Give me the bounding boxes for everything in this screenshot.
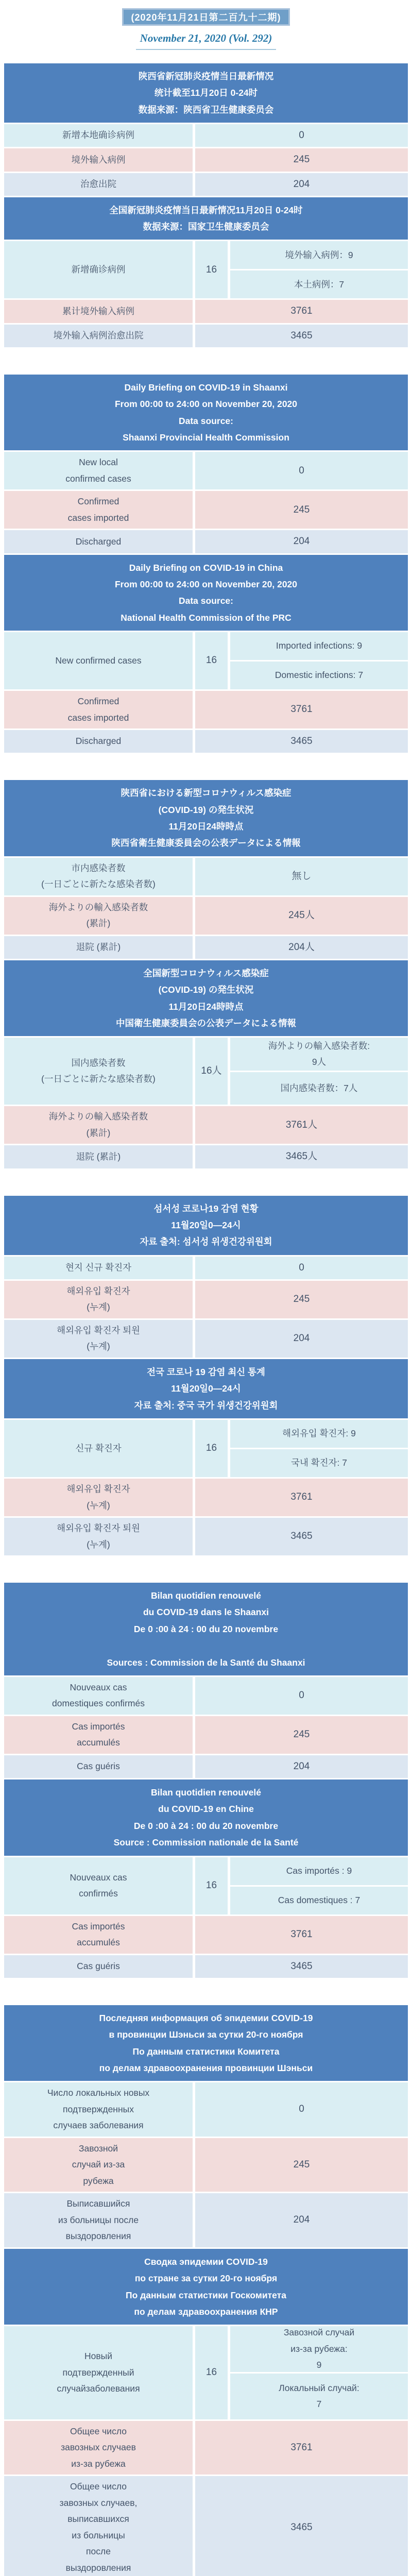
section-header-line: 全国新冠肺炎疫情当日最新情况11月20日 0-24时 xyxy=(109,205,303,215)
section-header-line: 统计截至11月20日 0-24时 xyxy=(154,88,258,98)
row-label xyxy=(4,858,193,895)
row-label xyxy=(4,1518,193,1555)
row-value: 3761 xyxy=(195,1479,408,1516)
section-header-line: 11월20일0—24시 xyxy=(171,1219,241,1230)
table-row xyxy=(4,1916,408,1954)
row-total-value: 16 xyxy=(195,241,228,298)
row-label xyxy=(4,897,193,935)
row-label xyxy=(4,1716,193,1754)
row-label xyxy=(4,1145,193,1168)
row-label-line: 海外よりの輸入感染者数 xyxy=(48,902,148,912)
row-breakdown xyxy=(230,241,408,298)
row-label-line: Cas guéris xyxy=(77,1761,120,1772)
section-header-line: Shaanxi Provincial Health Commission xyxy=(123,432,289,443)
table-row xyxy=(4,1479,408,1516)
table-row xyxy=(4,2138,408,2192)
section-header xyxy=(4,960,408,1037)
row-label xyxy=(4,730,193,753)
row-label-line: confirmés xyxy=(79,1888,118,1899)
section-header-line: по делам здравоохранения провинции Шэньси xyxy=(99,2062,313,2073)
briefing-table-zh-shaanxi xyxy=(4,63,408,196)
row-value: 3465 xyxy=(195,730,408,753)
table-row xyxy=(4,1755,408,1778)
row-value: 245 xyxy=(195,148,408,171)
row-label xyxy=(4,936,193,959)
section-header xyxy=(4,63,408,123)
breakdown-line: Cas domestiques : 7 xyxy=(278,1894,360,1905)
table-row xyxy=(4,1145,408,1168)
row-label-line: New confirmed cases xyxy=(55,655,142,666)
briefing-table-ru-shaanxi xyxy=(4,2005,408,2247)
breakdown-line: 7 xyxy=(316,2399,322,2410)
section-header-line: 数据来源：陕西省卫生健康委员会 xyxy=(138,104,274,115)
table-row xyxy=(4,2476,408,2576)
breakdown-line: Imported infections: 9 xyxy=(276,640,363,651)
row-label-line: cases imported xyxy=(67,512,129,523)
row-label xyxy=(4,1677,193,1715)
briefing-table-en-china xyxy=(4,555,408,753)
row-total-value: 16 xyxy=(195,2326,228,2419)
row-label-line: Выписавшийся xyxy=(66,2198,130,2209)
section-header-line: National Health Commission of the PRC xyxy=(121,612,291,623)
row-label-line: случайзаболевания xyxy=(57,2383,140,2394)
row-label-line: (累計) xyxy=(86,918,111,929)
row-label-line: 해외유입 확진자 퇴원 xyxy=(57,1523,140,1533)
row-label xyxy=(4,1755,193,1778)
briefing-table-en-shaanxi xyxy=(4,375,408,553)
row-label xyxy=(4,2476,193,2576)
row-label xyxy=(4,632,193,689)
row-label xyxy=(4,173,193,196)
section-header-line: (COVID-19) の発生状況 xyxy=(158,804,254,815)
section-header-line: по делам здравоохранения КНР xyxy=(134,2306,278,2317)
row-value: 245 xyxy=(195,1281,408,1318)
breakdown-line: Завозной случай xyxy=(283,2327,355,2338)
row-label-line: 해외유입 확진자 xyxy=(66,1484,130,1494)
row-value: 0 xyxy=(195,452,408,489)
section-header-line: Data source: xyxy=(178,415,233,426)
table-row xyxy=(4,632,408,689)
row-label xyxy=(4,124,193,147)
table-row xyxy=(4,530,408,553)
section-gap xyxy=(4,1978,408,2004)
row-label-line: 退院 (累計) xyxy=(76,942,121,953)
row-value: 0 xyxy=(195,124,408,147)
briefing-table-ja-china xyxy=(4,960,408,1168)
table-row xyxy=(4,1857,408,1914)
table-row xyxy=(4,691,408,728)
row-label-line: завозных случаев xyxy=(61,2442,136,2453)
row-breakdown xyxy=(230,1857,408,1914)
section-header-line: По данным статистики Комитета xyxy=(132,2046,280,2057)
row-label xyxy=(4,148,193,171)
breakdown-line: 国内感染者数：7人 xyxy=(280,1082,358,1093)
breakdown-cell xyxy=(230,2326,408,2372)
row-label-line: (누계) xyxy=(87,1302,110,1313)
section-header-line: 陕西省新冠肺炎疫情当日最新情况 xyxy=(138,71,274,81)
section-header xyxy=(4,197,408,240)
section-header xyxy=(4,1583,408,1675)
section-header-line: 자료 출처: 섬서성 위생건강위원회 xyxy=(140,1236,272,1247)
row-label-line: подтвержденный xyxy=(62,2367,134,2378)
row-label-line: 境外输入病例 xyxy=(71,154,126,165)
row-label xyxy=(4,2421,193,2475)
row-label-line: Общее число xyxy=(70,2481,127,2492)
section-header-line: du COVID-19 dans le Shaanxi xyxy=(143,1607,269,1618)
row-label-line: Confirmed xyxy=(77,696,119,706)
briefing-table-ko-shaanxi xyxy=(4,1196,408,1358)
row-label-line: выздоровления xyxy=(65,2231,131,2242)
row-value: 3465 xyxy=(195,325,408,347)
section-header-line xyxy=(8,1637,404,1654)
row-label-line: 国内感染者数 xyxy=(71,1057,126,1068)
breakdown-cell xyxy=(230,241,408,269)
table-row xyxy=(4,1038,408,1105)
row-label-line: Cas importés xyxy=(72,1721,125,1732)
section-header-line: Daily Briefing on COVID-19 in Shaanxi xyxy=(124,382,288,393)
section-header xyxy=(4,1780,408,1856)
row-label-line: из больницы после xyxy=(58,2214,139,2225)
row-label xyxy=(4,300,193,323)
row-label xyxy=(4,1420,193,1477)
row-label-line: Nouveaux cas xyxy=(70,1872,127,1883)
row-total-value: 16 xyxy=(195,1420,228,1477)
row-value: 204 xyxy=(195,2193,408,2247)
row-label-line: 신규 확진자 xyxy=(75,1443,122,1453)
table-row xyxy=(4,2193,408,2247)
row-value: 3761 xyxy=(195,1916,408,1954)
row-label-line: завозных случаев, xyxy=(59,2497,138,2508)
section-header xyxy=(4,1196,408,1255)
section-header-line: 전국 코로나 19 감염 최신 통계 xyxy=(147,1366,265,1377)
briefing-table-zh-china xyxy=(4,197,408,347)
row-label-line: 해외유입 확진자 xyxy=(66,1285,130,1296)
briefing-table-ko-china xyxy=(4,1359,408,1555)
row-label xyxy=(4,1257,193,1279)
row-label-line: domestiques confirmés xyxy=(52,1698,145,1709)
table-row xyxy=(4,241,408,298)
breakdown-cell xyxy=(230,632,408,660)
briefing-table-ja-shaanxi xyxy=(4,780,408,959)
row-label-line: accumulés xyxy=(77,1737,120,1748)
table-row xyxy=(4,730,408,753)
row-label xyxy=(4,452,193,489)
row-label-line: Число локальных новых xyxy=(47,2088,150,2098)
row-label xyxy=(4,2082,193,2137)
section-header-line: Daily Briefing on COVID-19 in China xyxy=(129,562,283,573)
row-label xyxy=(4,530,193,553)
section-header-line: 全国新型コロナウィルス感染症 xyxy=(143,968,269,978)
row-value: 204 xyxy=(195,173,408,196)
table-row xyxy=(4,300,408,323)
section-header-line: du COVID-19 en Chine xyxy=(158,1804,254,1815)
row-value: 245人 xyxy=(195,897,408,935)
section-header xyxy=(4,2249,408,2325)
row-label xyxy=(4,241,193,298)
section-header-line: 陕西省における新型コロナウィルス感染症 xyxy=(121,788,291,799)
breakdown-cell xyxy=(230,2374,408,2419)
section-header-line: 11月20日24時時点 xyxy=(168,821,244,832)
row-value: 3465人 xyxy=(195,1145,408,1168)
breakdown-line: 9 xyxy=(316,2360,322,2370)
section-header xyxy=(4,555,408,631)
table-row xyxy=(4,1320,408,1358)
table-row xyxy=(4,2326,408,2419)
briefing-sections xyxy=(4,63,408,2576)
table-row xyxy=(4,936,408,959)
table-row xyxy=(4,2082,408,2137)
breakdown-line: Локальный случай: xyxy=(279,2382,359,2393)
table-row xyxy=(4,148,408,171)
row-label-line: 累计境外输入病例 xyxy=(62,306,134,316)
section-header-line: Bilan quotidien renouvelé xyxy=(151,1590,261,1601)
row-label-line: (누계) xyxy=(87,1539,110,1550)
breakdown-cell xyxy=(230,270,408,298)
row-label-line: 境外输入病例治愈出院 xyxy=(53,330,144,341)
row-label-line: (누계) xyxy=(87,1341,110,1352)
row-label-line: 新增本地确诊病例 xyxy=(62,130,134,141)
breakdown-line: Cas importés : 9 xyxy=(286,1865,352,1876)
row-label xyxy=(4,1281,193,1318)
row-label-line: 海外よりの輸入感染者数 xyxy=(48,1111,148,1122)
briefing-table-fr-china xyxy=(4,1780,408,1978)
row-label-line: случай из-за xyxy=(72,2159,125,2170)
row-value: 204 xyxy=(195,1755,408,1778)
row-value: 3761 xyxy=(195,300,408,323)
row-label-line: выписавшихся xyxy=(67,2514,129,2524)
breakdown-line: 境外输入病例：9 xyxy=(285,249,353,260)
row-value: 無し xyxy=(195,858,408,895)
row-label xyxy=(4,1916,193,1954)
section-header-line: 섬서성 코로나19 감염 현황 xyxy=(153,1203,259,1214)
row-label-line: New local xyxy=(79,457,118,468)
breakdown-line: 국내 확진자: 7 xyxy=(291,1458,347,1468)
breakdown-cell xyxy=(230,1420,408,1448)
row-value: 0 xyxy=(195,2082,408,2137)
section-header-line: Source : Commission nationale de la Santé xyxy=(113,1837,299,1848)
section-header-line: в провинции Шэньси за сутки 20-го ноября xyxy=(109,2029,303,2040)
row-label xyxy=(4,2193,193,2247)
breakdown-cell xyxy=(230,662,408,689)
row-value: 3761 xyxy=(195,2421,408,2475)
row-label-line: из больницы xyxy=(72,2530,125,2540)
section-header xyxy=(4,375,408,451)
row-label-line: Confirmed xyxy=(77,496,119,507)
row-label-line: рубежа xyxy=(83,2175,114,2186)
row-label-line: Общее число xyxy=(70,2426,127,2436)
table-row xyxy=(4,173,408,196)
breakdown-cell xyxy=(230,1449,408,1477)
section-header-line: Sources : Commission de la Santé du Shaanxi xyxy=(107,1657,305,1668)
section-header-line: 자료 출처: 중국 국가 위생건강위원회 xyxy=(134,1400,278,1411)
row-label-line: accumulés xyxy=(77,1937,120,1948)
row-value: 204 xyxy=(195,530,408,553)
table-row xyxy=(4,124,408,147)
section-gap xyxy=(4,753,408,778)
section-header-line: De 0 :00 à 24 : 00 du 20 novembre xyxy=(133,1623,279,1634)
row-breakdown xyxy=(230,632,408,689)
section-header-line: From 00:00 to 24:00 on November 20, 2020 xyxy=(114,579,298,589)
row-label-line: (누계) xyxy=(87,1500,110,1511)
section-header-line: Сводка эпидемии COVID-19 xyxy=(144,2256,268,2267)
row-label-line: 市内感染者数 xyxy=(71,862,126,873)
table-row xyxy=(4,1518,408,1555)
row-label xyxy=(4,2326,193,2419)
breakdown-line: 해외유입 확진자: 9 xyxy=(282,1428,356,1439)
row-breakdown xyxy=(230,1038,408,1105)
section-header-line: De 0 :00 à 24 : 00 du 20 novembre xyxy=(133,1820,279,1831)
row-total-value: 16 xyxy=(195,1857,228,1914)
row-value: 245 xyxy=(195,1716,408,1754)
table-row xyxy=(4,452,408,489)
row-label-line: 退院 (累計) xyxy=(76,1151,121,1162)
section-gap xyxy=(4,347,408,373)
breakdown-line: Domestic infections: 7 xyxy=(274,670,364,681)
table-row xyxy=(4,1955,408,1978)
row-label-line: из-за рубежа xyxy=(71,2458,126,2469)
breakdown-line: 海外よりの輸入感染者数: xyxy=(268,1040,370,1051)
row-value: 3465 xyxy=(195,2476,408,2576)
row-label-line: Завозной xyxy=(78,2143,118,2154)
row-label xyxy=(4,325,193,347)
briefing-table-ru-china xyxy=(4,2249,408,2576)
section-header-line: Bilan quotidien renouvelé xyxy=(151,1787,261,1798)
masthead xyxy=(4,0,408,50)
row-breakdown xyxy=(230,1420,408,1477)
section-header xyxy=(4,1359,408,1418)
row-total-value: 16 xyxy=(195,632,228,689)
row-label xyxy=(4,691,193,728)
row-label-line: (一日ごとに新たな感染者数) xyxy=(41,1074,156,1084)
row-label xyxy=(4,1479,193,1516)
divider-rule xyxy=(136,49,276,50)
table-row xyxy=(4,897,408,935)
briefing-table-fr-shaanxi xyxy=(4,1583,408,1778)
breakdown-cell xyxy=(230,1038,408,1071)
table-row xyxy=(4,2421,408,2475)
row-label-line: confirmed cases xyxy=(65,473,131,484)
section-header-line: From 00:00 to 24:00 on November 20, 2020 xyxy=(114,399,298,410)
row-value: 3465 xyxy=(195,1955,408,1978)
row-label-line: после xyxy=(86,2546,111,2557)
row-label-line: cases imported xyxy=(67,712,129,723)
row-label-line: подтвержденных xyxy=(63,2104,134,2114)
row-label-line: 治愈出院 xyxy=(80,178,116,189)
table-row xyxy=(4,491,408,529)
section-header-line: 数据来源：国家卫生健康委员会 xyxy=(143,222,269,232)
breakdown-line: 9人 xyxy=(312,1057,327,1067)
row-label-line: (一日ごとに新たな感染者数) xyxy=(41,879,156,890)
row-label-line: Nouveaux cas xyxy=(70,1682,127,1692)
section-gap xyxy=(4,1168,408,1194)
row-label-line: Cas guéris xyxy=(77,1960,120,1971)
section-header-line: 中国衛生健康委員会の公表データによる情報 xyxy=(116,1018,296,1028)
section-header xyxy=(4,2005,408,2081)
breakdown-line: из-за рубежа: xyxy=(290,2343,348,2354)
section-gap xyxy=(4,1555,408,1581)
table-row xyxy=(4,1677,408,1715)
row-value: 204 xyxy=(195,1320,408,1358)
table-row xyxy=(4,1716,408,1754)
row-label-line: 新增确诊病例 xyxy=(71,264,126,275)
row-value: 245 xyxy=(195,2138,408,2192)
row-value: 204人 xyxy=(195,936,408,959)
row-value: 3465 xyxy=(195,1518,408,1555)
section-header-line: по стране за сутки 20-го ноября xyxy=(134,2273,278,2284)
row-label-line: случаев заболевания xyxy=(53,2120,144,2131)
row-label-line: Cas importés xyxy=(72,1921,125,1931)
section-header-line: По данным статистики Госкомитета xyxy=(126,2290,286,2300)
row-label xyxy=(4,1038,193,1105)
row-label-line: 현지 신규 확진자 xyxy=(65,1262,132,1273)
row-total-value: 16人 xyxy=(195,1038,228,1105)
row-value: 0 xyxy=(195,1677,408,1715)
row-label-line: Новый xyxy=(84,2351,113,2362)
table-row xyxy=(4,1257,408,1279)
row-label xyxy=(4,491,193,529)
breakdown-cell xyxy=(230,1887,408,1914)
row-label-line: (累計) xyxy=(86,1127,111,1138)
publication-date: November 21, 2020 (Vol. 292) xyxy=(140,32,272,44)
table-row xyxy=(4,325,408,347)
section-header-line: Data source: xyxy=(178,596,233,606)
row-label-line: 해외유입 확진자 퇴원 xyxy=(57,1325,140,1335)
row-label-line: выздоровления xyxy=(65,2562,131,2573)
table-row xyxy=(4,1106,408,1144)
row-label-line: Discharged xyxy=(75,536,122,547)
row-value: 245 xyxy=(195,491,408,529)
issue-badge: (2020年11月21日第二百九十二期) xyxy=(122,8,289,26)
section-header-line: (COVID-19) の発生状況 xyxy=(158,985,254,995)
row-value: 0 xyxy=(195,1257,408,1279)
row-breakdown xyxy=(230,2326,408,2419)
row-label xyxy=(4,1857,193,1914)
row-value: 3761 xyxy=(195,691,408,728)
table-row xyxy=(4,1281,408,1318)
row-value: 3761人 xyxy=(195,1106,408,1144)
breakdown-cell xyxy=(230,1072,408,1105)
breakdown-cell xyxy=(230,1857,408,1885)
row-label xyxy=(4,1320,193,1358)
section-header-line: 陕西省衛生健康委員会の公表データによる情報 xyxy=(111,838,301,849)
table-row xyxy=(4,1420,408,1477)
section-header-line: Последняя информация об эпидемии COVID-19 xyxy=(99,2012,313,2023)
section-header-line: 11월20일0—24시 xyxy=(171,1383,241,1394)
section-header-line: 11月20日24時時点 xyxy=(168,1001,244,1012)
row-label xyxy=(4,1106,193,1144)
row-label-line: Discharged xyxy=(75,736,122,747)
table-row xyxy=(4,858,408,895)
row-label xyxy=(4,1955,193,1978)
section-header xyxy=(4,780,408,856)
breakdown-line: 本土病例：7 xyxy=(294,279,345,290)
row-label xyxy=(4,2138,193,2192)
